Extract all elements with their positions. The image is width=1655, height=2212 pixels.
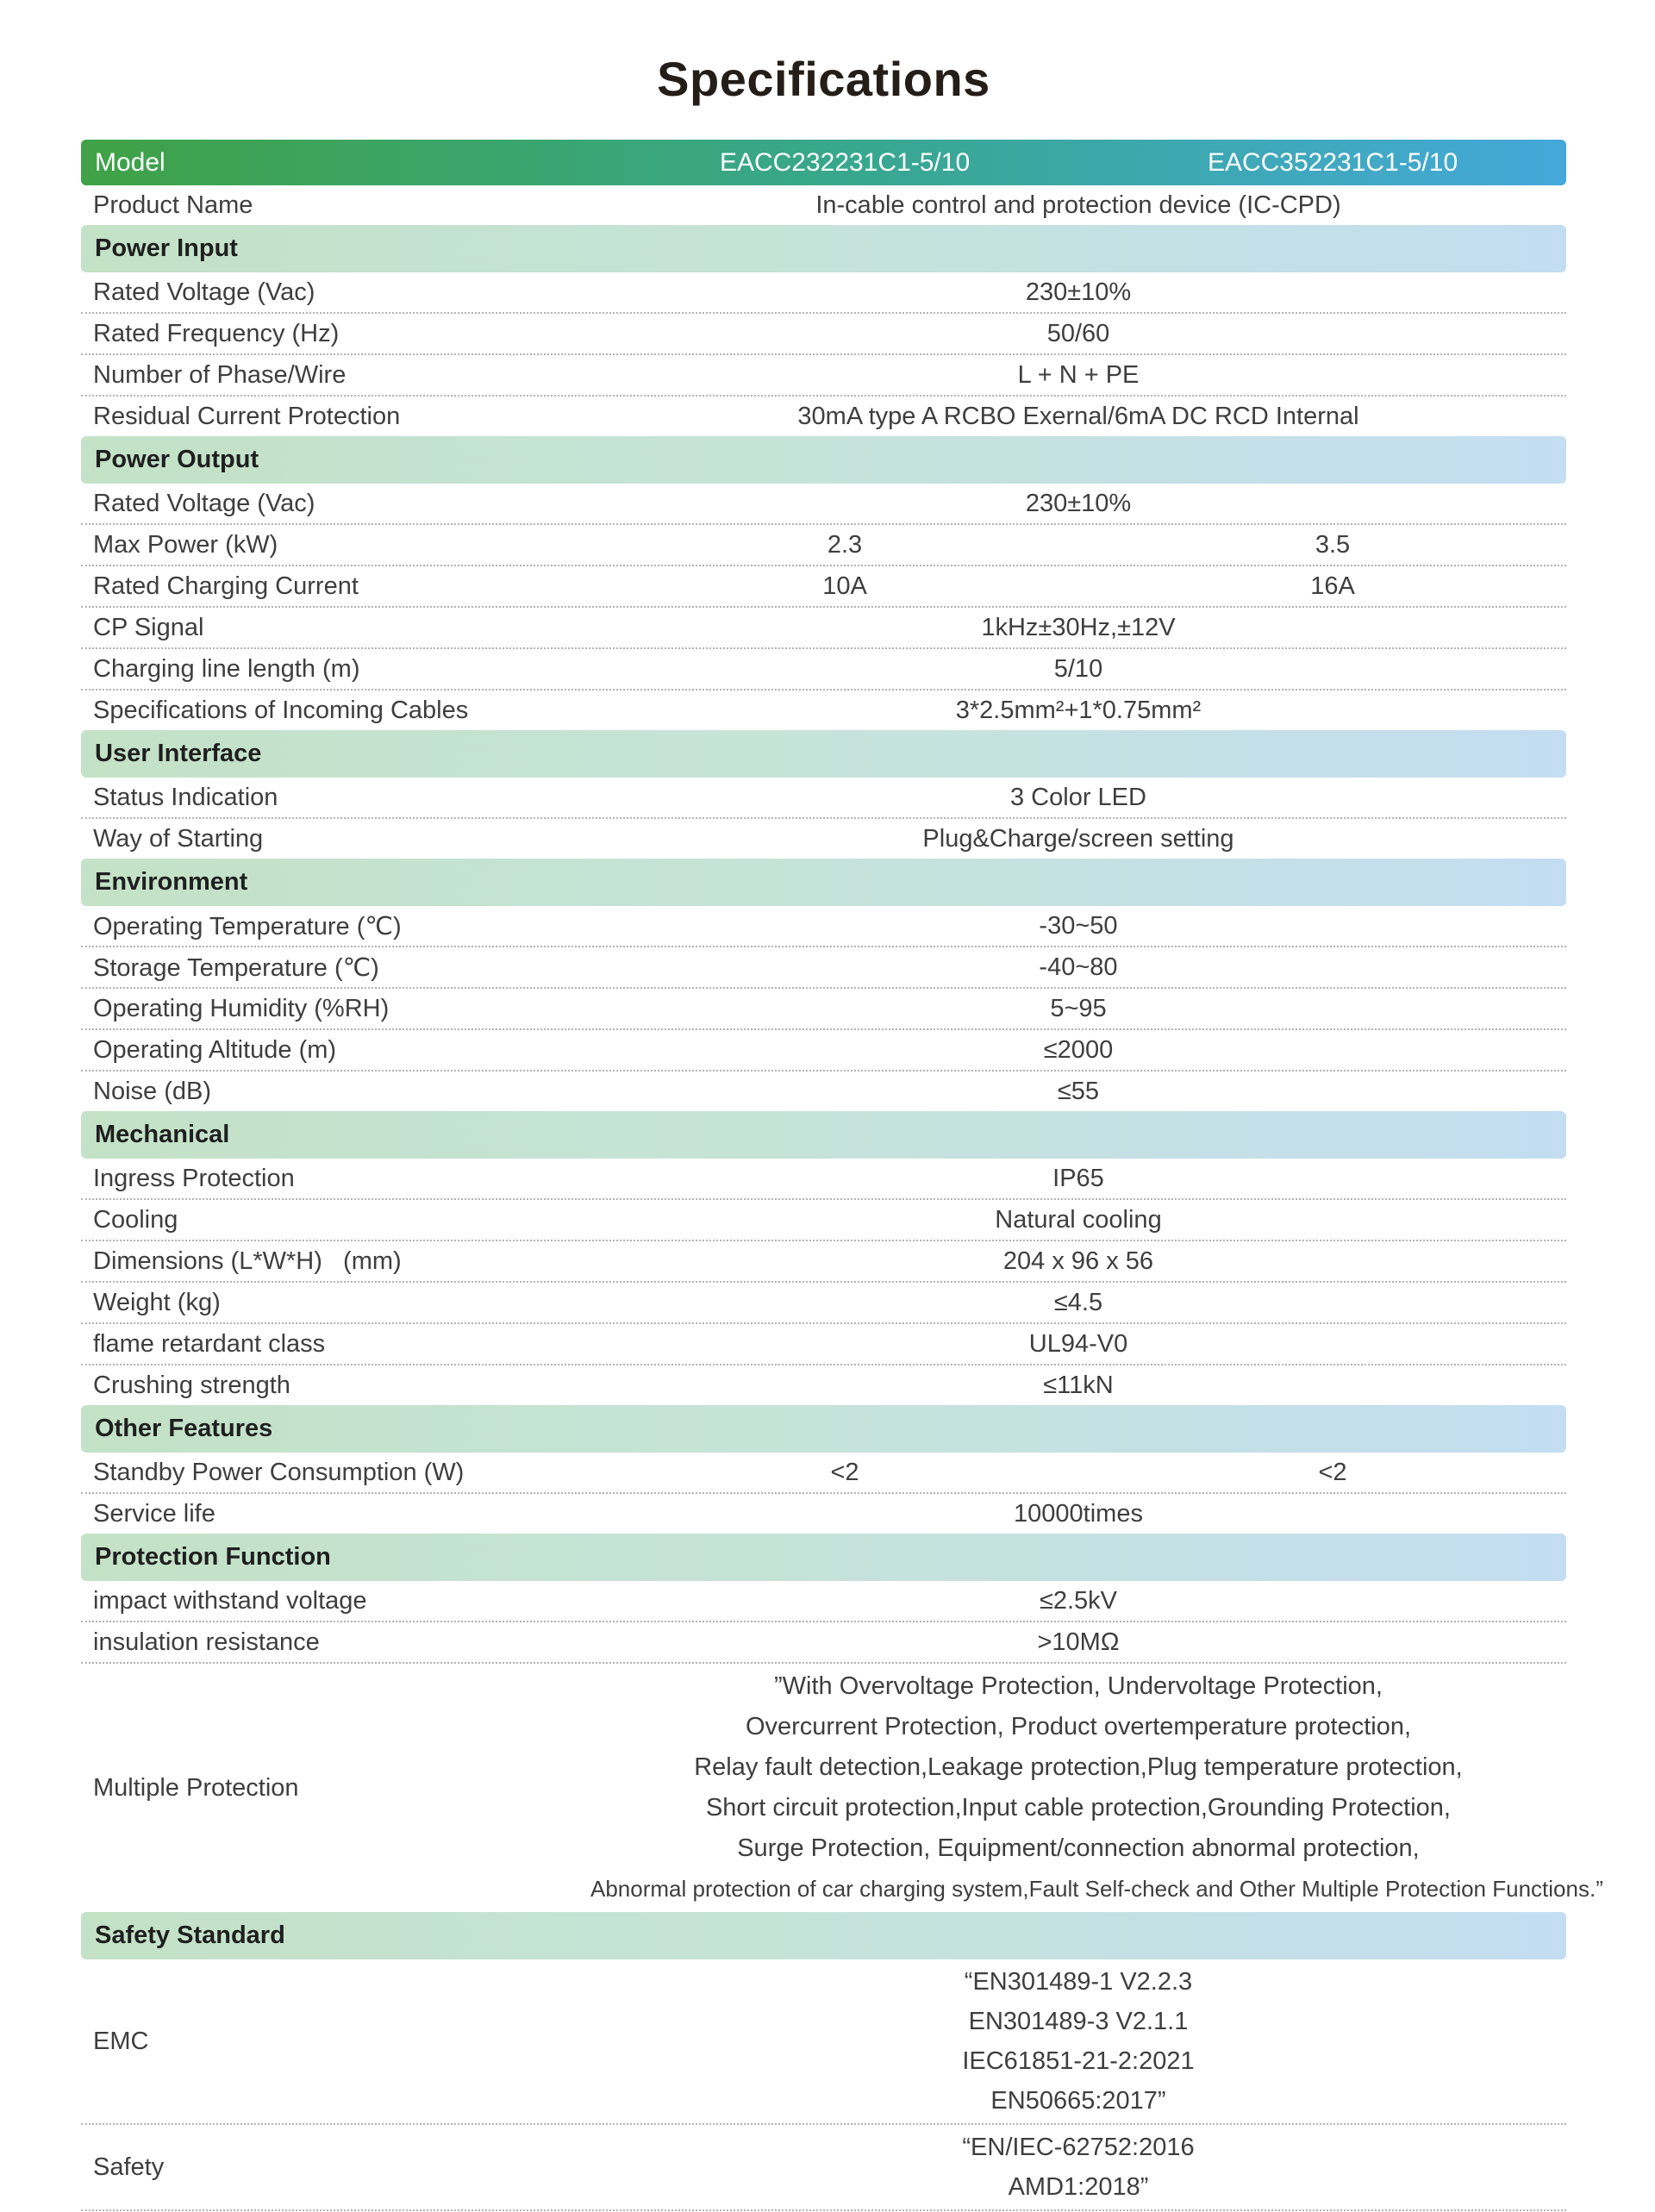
spec-row-flame-retardant-class: [81, 1324, 1566, 1365]
row-value-col2: 3.5: [1315, 530, 1351, 559]
row-value-col1: <2: [830, 1458, 859, 1486]
value-line: “EN301489-1 V2.2.3: [964, 1968, 1193, 1996]
row-value-col1: 2.3: [827, 530, 863, 559]
value-line: EN301489-3 V2.1.1: [968, 2008, 1189, 2035]
spec-row-noise-db: [81, 1072, 1566, 1111]
value-line: Relay fault detection,Leakage protection,Plug temperature protection,: [694, 1753, 1463, 1781]
row-label: Cooling: [93, 1205, 178, 1234]
row-value: 5/10: [1053, 654, 1103, 683]
value-line: AMD1:2018”: [1008, 2173, 1149, 2201]
spec-row-dimensions-l-w-h-mm: [81, 1241, 1566, 1283]
value-line: Short circuit protection,Input cable protection,Grounding Protection,: [705, 1794, 1451, 1821]
row-label: insulation resistance: [93, 1628, 320, 1656]
spec-row-operating-altitude-m: [81, 1030, 1566, 1072]
spec-row-rated-voltage-vac: [81, 272, 1566, 314]
value-line: Overcurrent Protection, Product overtemperature protection,: [745, 1713, 1412, 1740]
spec-row-charging-line-length-m: [81, 649, 1566, 690]
row-value: ≤55: [1057, 1077, 1100, 1105]
value-line: IEC61851-21-2:2021: [962, 2047, 1195, 2075]
row-label: Operating Humidity (%RH): [93, 994, 390, 1022]
model-header-label: Model: [95, 147, 166, 177]
row-label: Dimensions (L*W*H) (mm): [93, 1247, 402, 1275]
row-label: Way of Starting: [93, 824, 264, 853]
spec-table: [81, 225, 1603, 2211]
spec-row-number-of-phase-wire: [81, 355, 1566, 397]
spec-row-status-indication: [81, 778, 1566, 819]
row-label: Operating Temperature (℃): [93, 912, 402, 940]
spec-row-specifications-of-incoming-cables: [81, 690, 1566, 730]
spec-row-standby-power-consumption-w: [81, 1453, 1566, 1494]
spec-row-way-of-starting: [81, 819, 1566, 859]
model-number-1: EACC232231C1-5/10: [719, 147, 971, 177]
section-header-power-output: Power Output: [81, 436, 1566, 484]
value-line: Abnormal protection of car charging system,Fault Self-check and Other Multiple Protection Functions.”: [590, 1876, 1603, 1902]
spec-row-insulation-resistance: [81, 1622, 1566, 1664]
spec-row-rated-voltage-vac: [81, 484, 1566, 525]
row-label: Max Power (kW): [93, 530, 278, 559]
row-label: Ingress Protection: [93, 1164, 295, 1192]
spec-row-operating-temperature: [81, 906, 1566, 947]
spec-row-emc: [81, 1959, 1566, 2125]
row-label: Weight (kg): [93, 1288, 221, 1316]
spec-row-impact-withstand-voltage: [81, 1581, 1566, 1622]
row-label: Storage Temperature (℃): [93, 953, 379, 982]
section-header-protection-function: Protection Function: [81, 1534, 1566, 1581]
row-label: Multiple Protection: [93, 1773, 299, 1802]
spec-row-rated-frequency-hz: [81, 314, 1566, 355]
row-value: 230±10%: [1025, 278, 1132, 306]
row-label: Status Indication: [93, 783, 278, 811]
row-value: 50/60: [1046, 319, 1110, 347]
row-label: Operating Altitude (m): [93, 1035, 337, 1064]
section-header-environment: Environment: [81, 859, 1566, 906]
row-value: L + N + PE: [1017, 360, 1140, 389]
row-value: Plug&Charge/screen setting: [922, 824, 1234, 853]
row-value: 5~95: [1050, 994, 1107, 1022]
row-value: 10000times: [1014, 1499, 1143, 1528]
spec-row-residual-current-protection: [81, 397, 1566, 436]
row-label: EMC: [93, 2027, 149, 2055]
row-value: 3 Color LED: [1010, 783, 1146, 811]
section-header-safety-standard: Safety Standard: [81, 1912, 1566, 1959]
spec-row-crushing-strength: [81, 1365, 1566, 1405]
spec-row-rated-charging-current: [81, 566, 1566, 608]
row-value: 30mA type A RCBO Exernal/6mA DC RCD Internal: [797, 402, 1359, 430]
spec-sheet: [81, 0, 1603, 2211]
row-value: 3*2.5mm²+1*0.75mm²: [955, 696, 1202, 724]
row-value: ≤2.5kV: [1039, 1586, 1118, 1615]
row-value: UL94-V0: [1028, 1329, 1128, 1358]
spec-row-weight-kg: [81, 1283, 1566, 1324]
row-value-col2: 16A: [1310, 572, 1355, 600]
value-line: “EN/IEC-62752:2016: [962, 2134, 1195, 2161]
row-value: >10MΩ: [1037, 1628, 1120, 1656]
row-value: -30~50: [1039, 911, 1118, 940]
row-value-multiline: [590, 1959, 1566, 2123]
value-line: ”With Overvoltage Protection, Undervoltage Protection,: [773, 1672, 1383, 1700]
value-line: EN50665:2017”: [990, 2087, 1166, 2115]
row-label: Specifications of Incoming Cables: [93, 696, 469, 724]
spec-row-cooling: [81, 1200, 1566, 1241]
row-label: Rated Frequency (Hz): [93, 319, 340, 347]
row-label: Rated Charging Current: [93, 572, 359, 600]
row-label: Standby Power Consumption (W): [93, 1458, 465, 1486]
section-header-mechanical: Mechanical: [81, 1111, 1566, 1159]
row-label: Rated Voltage (Vac): [93, 278, 315, 306]
section-header-power-input: Power Input: [81, 225, 1566, 272]
value-line: Surge Protection, Equipment/connection abnormal protection,: [737, 1834, 1420, 1862]
spec-row-cp-signal: [81, 608, 1566, 649]
row-label: Residual Current Protection: [93, 402, 401, 430]
row-value: 230±10%: [1025, 489, 1132, 517]
row-value: Natural cooling: [995, 1205, 1162, 1234]
row-value: 1kHz±30Hz,±12V: [981, 613, 1176, 641]
row-value-multiline: [590, 1664, 1603, 1912]
row-value: IP65: [1052, 1164, 1104, 1192]
row-label: impact withstand voltage: [93, 1586, 367, 1615]
section-header-other-features: Other Features: [81, 1405, 1566, 1453]
row-label: Noise (dB): [93, 1077, 211, 1105]
spec-row-max-power-kw: [81, 525, 1566, 566]
row-value: In-cable control and protection device (IC-CPD): [815, 191, 1341, 219]
model-header-row: [81, 140, 1566, 185]
row-label: Crushing strength: [93, 1371, 290, 1399]
row-value-col2: <2: [1318, 1458, 1347, 1486]
row-label: Number of Phase/Wire: [93, 360, 347, 389]
row-label: Safety: [93, 2153, 165, 2181]
spec-row-service-life: [81, 1494, 1566, 1534]
row-label: Charging line length (m): [93, 654, 360, 683]
row-label: Product Name: [93, 191, 253, 219]
row-value-multiline: [590, 2125, 1566, 2209]
section-header-user-interface: User Interface: [81, 730, 1566, 778]
row-label: CP Signal: [93, 613, 204, 641]
row-value: 204 x 96 x 56: [1002, 1247, 1154, 1275]
page-title: Specifications: [657, 52, 990, 106]
spec-row-operating-humidity-rh: [81, 989, 1566, 1030]
row-label: Rated Voltage (Vac): [93, 489, 315, 517]
row-value: -40~80: [1039, 953, 1118, 981]
spec-row-multiple-protection: [81, 1664, 1603, 1912]
row-value: ≤2000: [1043, 1035, 1114, 1064]
spec-row-safety: [81, 2125, 1566, 2211]
spec-row-ingress-protection: [81, 1159, 1566, 1200]
row-value: ≤11kN: [1043, 1371, 1114, 1399]
row-label: flame retardant class: [93, 1329, 326, 1358]
model-number-2: EACC352231C1-5/10: [1207, 147, 1458, 177]
product-name-row: [81, 185, 1566, 225]
spec-row-storage-temperature: [81, 947, 1566, 989]
row-value-col1: 10A: [822, 572, 867, 600]
row-label: Service life: [93, 1499, 215, 1528]
row-value: ≤4.5: [1053, 1288, 1103, 1316]
